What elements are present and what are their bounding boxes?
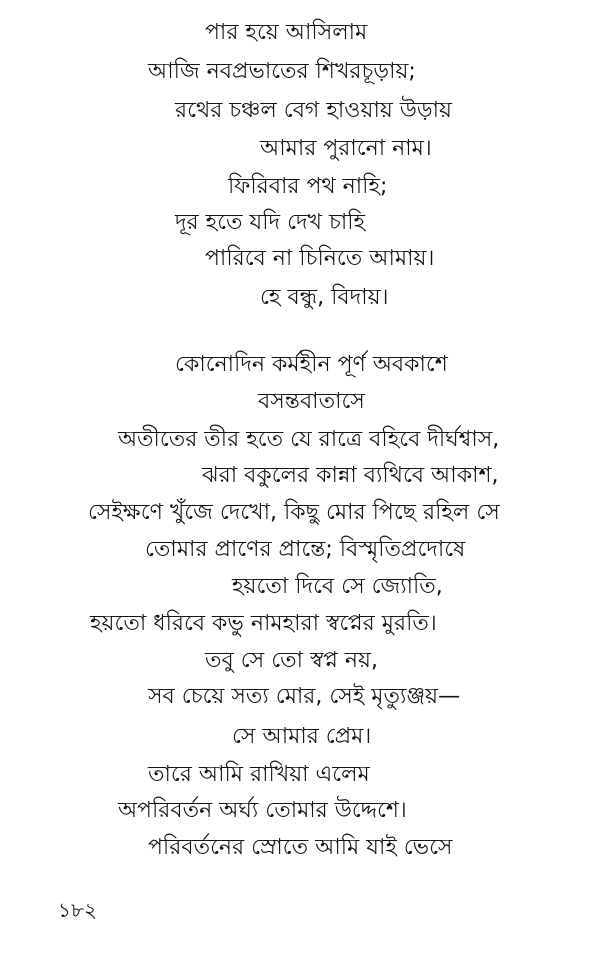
poem-line: অতীতের তীর হতে যে রাত্রে বহিবে দীর্ঘশ্বাস, [118, 427, 500, 452]
poem-line: অপরিবর্তন অর্ঘ্য তোমার উদ্দেশে। [118, 798, 407, 823]
poem-line: হে বন্ধু, বিদায়। [260, 285, 389, 310]
poem-line: কোনোদিন কর্মহীন পূর্ণ অবকাশে [175, 352, 448, 377]
page-number: ১৮২ [58, 898, 97, 922]
poem-line: আজি নবপ্রভাতের শিখরচূড়ায়; [148, 59, 416, 84]
poem-line: পারিবে না চিনিতে আমায়। [205, 246, 435, 271]
poem-line: হয়তো ধরিবে কভু নামহারা স্বপ্নের মুরতি। [90, 611, 437, 636]
poem-line: হয়তো দিবে সে জ্যোতি, [232, 574, 443, 599]
poem-line: তোমার প্রাণের প্রান্তে; বিস্মৃতিপ্রদোষে [145, 537, 466, 562]
poem-line: তবু সে তো স্বপ্ন নয়, [205, 648, 378, 673]
poem-line: বসন্তবাতাসে [258, 389, 365, 414]
poem-line: তারে আমি রাখিয়া এলেম [148, 762, 370, 787]
poem-line: সব চেয়ে সত্য মোর, সেই মৃত্যুঞ্জয়— [148, 684, 461, 709]
poem-line: দূর হতে যদি দেখ চাহি [175, 210, 366, 235]
poem-line: ফিরিবার পথ নাহি; [228, 174, 388, 199]
poem-line: সেইক্ষণে খুঁজে দেখো, কিছু মোর পিছে রহিল সে [88, 500, 500, 525]
poem-line: পরিবর্তনের স্রোতে আমি যাই ভেসে [148, 835, 453, 860]
poem-line: পার হয়ে আসিলাম [205, 20, 368, 45]
poem-line: আমার পুরানো নাম। [260, 136, 432, 161]
poem-line: সে আমার প্রেম। [232, 724, 372, 749]
poem-line: রথের চঞ্চল বেগ হাওয়ায় উড়ায় [175, 98, 452, 123]
poem-line: ঝরা বকুলের কান্না ব্যথিবে আকাশ, [202, 463, 499, 488]
